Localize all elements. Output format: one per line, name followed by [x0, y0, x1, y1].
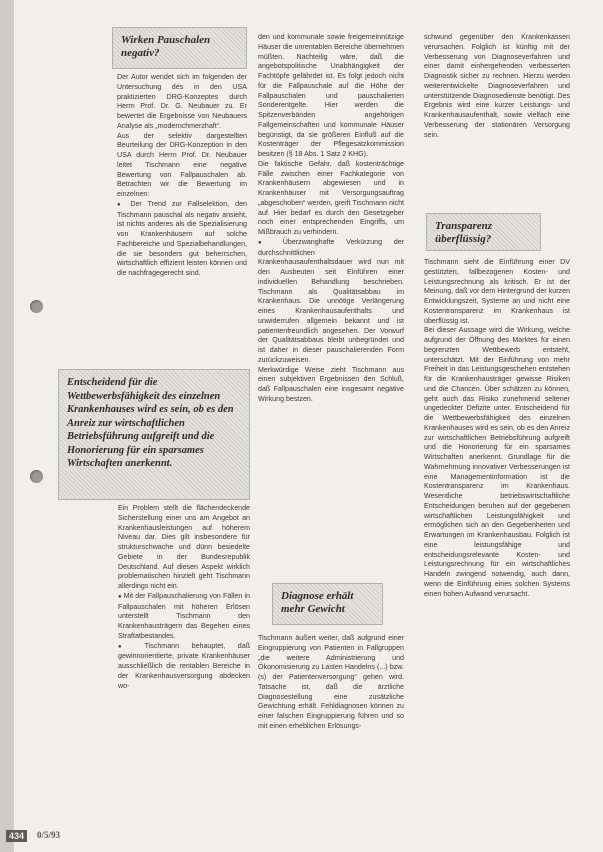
punch-hole — [30, 300, 43, 313]
paragraph: ● Der Trend zur Fallselektion, den Tischmann pauschal als negativ ansieht, ist nichts anderes als die Spezialisierung von Krankenhäusern auf solche Fachbereiche und Spezialbehandlungen, die sie besonders gut beherrschen, wirtschaftlich effizient leisten können und die nachfragegerecht sind. — [117, 200, 247, 279]
page-edge — [0, 0, 14, 852]
pull-quote: Entscheidend für die Wettbewerbsfähigkeit des einzelnen Krankenhauses wird es sein, ob es den Anreiz zur wirtschaftlichen Betriebsführung aufgreift und die Honorierung für ein sparsames Wirtschaften anerkennt. — [58, 369, 250, 500]
paragraph: Bei dieser Aussage wird die Wirkung, welche aufgrund der Öffnung des Marktes für einen begrenzten Wettbewerb entsteht, unterschätzt. Mit der Einführung von mehr Freiheit in das Leistungsgeschehen entstehen für die Krankenhausträger gewisse Risiken und die Chancen. Über schätzen zu können, geht auch das Risiko zunehmend seltener ungedeckter Defizite unter. Entscheidend für die Wettbewerbsfähigkeit des einzelnen Krankenhauses wird es sein, ob es den Anreiz zur wirtschaftlichen Betriebsführung aufgreift und die Honorierung für ein sparsames Wirtschaften anerkennt. Grundlage für die Wahrnehmung innovativer Verbesserungen ist eine Managementinformation ist die Kostentransparenz im Krankenhaus. Wesentliche betriebswirtschaftliche Entscheidungen beruhen auf der gegebenen wirtschaftlichen Leistungsfähigkeit und ermöglichen sich an den Gegebenheiten und Erwartungen im Krankenhausbau. Folglich ist eine leistungsfähige und entscheidungsrelevante Kosten- und Leistungsrechnung für ein wirtschaftliches Handeln zwingend notwendig, auch dann, wenn die Einführung eines solchen Systems einen hohen Aufwand verursacht. — [424, 326, 570, 598]
paragraph: Merkwürdige Weise zieht Tischmann aus einen subjektiven Ergebnissen den Schluß, daß Fallpauschalen eine insgesamt negative Wirkung bestzen. — [258, 365, 404, 403]
section-heading: Transparenz überflüssig? — [426, 213, 541, 251]
column-2-top — [258, 33, 404, 583]
issue-number: 0/5/93 — [37, 830, 61, 840]
column-3-bottom — [424, 258, 570, 838]
column-1-bottom — [118, 504, 250, 826]
section-heading: Wirken Pauschalen negativ? — [112, 27, 247, 69]
paragraph: Tischmann sieht die Einführung einer DV gestützten, fallbezogenen Kosten- und Leistungsrechnung als kritisch. Er ist der Meinung, daß vor dem Hintergrund der kurzen Entwicklungszeit, Systeme an und nicht eine Kostentransparenz im Krankenhaus ist überflüssig ist. — [424, 258, 570, 325]
punch-hole — [30, 470, 43, 483]
paragraph: schwund gegenüber den Krankenkassen verursachen. Folglich ist künftig mit der Verbesserung von Diagnoseverfahren und einer damit einhergehenden verbesserten Diagnostik sicher zu rechnen. Hierzu werden weiterentwickelte Diagnoseverfahren und unterstützende Diagnosedienste benötigt. Des Ergebnis wird eine kurzer Leistungs- und Krankenhausaufenthalt, sowie vielfach eine Verbesserung der stationären Versorgung sein. — [424, 33, 570, 139]
column-3-top — [424, 33, 570, 198]
paragraph: Aus der selektiv dargestellten Beurteilung der DRG-Konzeption in den USA durch Herrn Prof. Dr. Neubauer leitet Tischmann eine negative Bewertung von Fallpauschalen ab. Betrachten wir die Bewertung im einzelnen: — [117, 131, 247, 198]
paragraph: Tischmann äußert weiter, daß aufgrund einer Eingruppierung von Patienten in Fallgruppen „die weitere Administrierung und Ökonomisierung zu Lasten Handelns (...) bzw. (s) der Patientenversorgung“ gehen wird. Tatsache ist, daß die ärztliche Diagnosestellung eine zusätzliche Gewichtung erhält. Fehldiagnosen können zu einer falschen Eingruppierung führen und so mit einen erheblichen Erlösungs- — [258, 634, 404, 730]
paragraph: den und kommunale sowie freigemeinnützige Häuser die unrentablen Bereiche übernehmen müßten. Nachteilig wäre, daß die angebotspolitische Unabhängigkeit der Fachtöpfe gefährdet ist. Es folgt jedoch nicht für die Fallpauschale auf die Höhe der Fallpauschalen und pauschalierten Sonderentgelte. Hier werden die Spitzenverbänden angehörigen Fallgemeinschaften und kommunale Häuser begünstigt, da sie größeren Einfluß auf die Kostenträger der Pflegesatzkommission besitzen (§ 18 Abs. 1 Satz 2 KHG). — [258, 33, 404, 158]
paragraph: ● Überzwanghafte Verkürzung der durchschnittlichen Krankenhausaufenthaltsdauer wird nun mit den Ausbeuten seit Einführen einer individuellen Behandlung beschrieben. Tischmann als Qualitätsabbau im Krankenhaus. Die unnötige Verlängerung eines Krankenhausaufenthalts und unwiderrufen allgemein bekannt und ist patientenfreundlich angesehen. Der Vorwurf der Qualitätsabbaus bleibt unbegründet und ist daher in dieser pauschalierenden Form zurückzuweisen. — [258, 238, 404, 366]
paragraph: Der Autor wendet sich im folgenden der Untersuchung des in den USA praktizierten DRG-Konzeptes durch Herrn Prof. Dr. G. Neubauer zu. Er bewertet die Ergebnisse von Neubauers Analyse als „modernchmerzhaft“. — [117, 73, 247, 130]
paragraph: ● Mit der Fallpauschalierung von Fällen in Fallpauschalen mit höheren Erlösen unterstellt Tischmann den Krankenhausträgern das Begehen eines Straftatbestandes. — [118, 592, 250, 642]
column-1-top — [117, 73, 247, 358]
column-2-bottom — [258, 634, 404, 829]
section-heading: Diagnose erhält mehr Gewicht — [272, 583, 383, 625]
paragraph: Die faktische Gefahr, daß kostenträchtige Fälle zwischen einer Fachkategorie von Krankenhäusern abgewiesen und in Krankenhäuser mit Versorgungsauftrag „abgeschoben“ werden, greift Tischmann nicht auf. Hier bedarf es durch den Gesetzgeber noch einer entsprechenden Eingriffs, um Mißbrauch zu verhindern. — [258, 159, 404, 236]
paragraph: ● Tischmann behauptet, daß gewinnorientierte, private Krankenhäuser ausschließlich die rentablen Bereiche in der Krankenhausversorgung abdecken wo- — [118, 642, 250, 692]
page-number: 434 — [6, 830, 27, 842]
paragraph: Ein Problem stellt die flächendeckende Sicherstellung einer uns am Angebot an Krankenhausleistungen auf höherem Niveau dar. Dies gilt insbesondere für strukturschwache und dünn besiedelte Gebiete in der Bundesrepublik Deutschland. Auf diesen Aspekt wirklich problematischen hinzielt geht Tischmann allerdings nicht ein. — [118, 504, 250, 590]
